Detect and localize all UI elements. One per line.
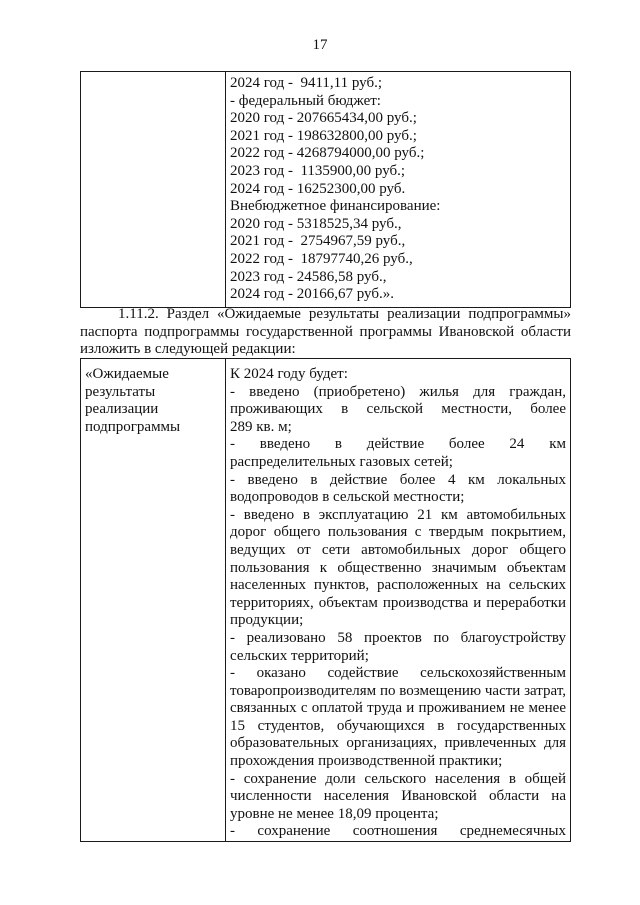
funding-line: Внебюджетное финансирование: [230, 198, 441, 215]
result-line: - введено в действие более 24 км [230, 436, 566, 453]
instruction-line: 1.11.2. Раздел «Ожидаемые результаты реализации подпрограммы» [118, 306, 571, 322]
funding-line: 2023 год - 1135900,00 руб.; [230, 162, 406, 179]
funding-line: 2022 год - 4268794000,00 руб.; [230, 145, 425, 162]
funding-line: 2022 год - 18797740,26 руб., [230, 250, 413, 267]
results-table-content-cell [226, 359, 571, 842]
page-number: 17 [312, 37, 328, 53]
result-line: проживающих в сельской местности, более [230, 401, 566, 418]
funding-line: 2021 год - 2754967,59 руб., [230, 233, 406, 250]
result-line: товаропроизводителям по возмещению части затрат, [230, 682, 566, 699]
result-line: территориях, объектам производства и переработки [230, 594, 566, 611]
funding-line: 2020 год - 5318525,34 руб., [230, 215, 402, 232]
result-line: - введено в эксплуатацию 21 км автомобильных [230, 506, 566, 523]
table-row [81, 359, 571, 842]
result-line: - введено (приобретено) жилья для граждан, [230, 383, 566, 400]
result-line: распределительных газовых сетей; [230, 453, 453, 470]
instruction-line: паспорта подпрограммы государственной программы Ивановской области [80, 323, 571, 340]
result-line: - сохранение соотношения среднемесячных [230, 823, 566, 840]
result-line: К 2024 году будет: [230, 366, 348, 382]
amendment-instruction [80, 306, 571, 359]
result-line: связанных с оплатой труда и проживанием не менее [230, 700, 566, 717]
result-line: численности населения Ивановской области на [230, 788, 566, 805]
result-line: прохождения производственной практики; [230, 753, 503, 770]
table-row [81, 72, 571, 308]
results-table-heading-cell [81, 359, 226, 842]
result-line: уровне не менее 18,09 процента; [230, 805, 439, 822]
result-line: - введено в действие более 4 км локальных [230, 471, 566, 488]
funding-line: 2024 год - 9411,11 руб.; [230, 75, 383, 91]
heading-line: результаты [85, 383, 156, 400]
result-line: дорог общего пользования с твердым покрытием, [230, 524, 566, 541]
instruction-line: изложить в следующей редакции: [80, 341, 296, 358]
result-line: 289 кв. м; [230, 418, 292, 435]
result-line: ведущих от сети автомобильных дорог общего [230, 541, 566, 558]
result-line: продукции; [230, 612, 304, 629]
heading-line: реализации [85, 401, 159, 418]
result-line: сельских территорий; [230, 647, 369, 664]
funding-table-right-cell [226, 72, 571, 308]
funding-line: 2023 год - 24586,58 руб., [230, 268, 387, 285]
funding-line: 2024 год - 20166,67 руб.». [230, 286, 394, 303]
result-line: 15 студентов, обучающихся в государственных [230, 717, 566, 734]
result-line: образовательных организациях, привлеченных для [230, 735, 566, 752]
funding-line: - федеральный бюджет: [230, 92, 381, 109]
funding-line: 2020 год - 207665434,00 руб.; [230, 110, 417, 127]
result-line: водопроводов в сельской местности; [230, 489, 465, 506]
funding-line: 2024 год - 16252300,00 руб. [230, 180, 406, 197]
heading-line: «Ожидаемые [85, 366, 169, 382]
funding-table [80, 71, 571, 308]
result-line: - сохранение доли сельского населения в общей [230, 770, 566, 787]
result-line: - реализовано 58 проектов по благоустройству [230, 629, 566, 646]
result-line: - оказано содействие сельскохозяйственным [230, 665, 566, 682]
funding-line: 2021 год - 198632800,00 руб.; [230, 127, 417, 144]
heading-line: подпрограммы [85, 418, 181, 435]
result-line: пользования к общественно значимым объектам [230, 559, 566, 576]
result-line: населенных пунктов, расположенных на сельских [230, 577, 566, 594]
funding-table-left-cell [81, 72, 226, 308]
expected-results-table [80, 358, 571, 842]
